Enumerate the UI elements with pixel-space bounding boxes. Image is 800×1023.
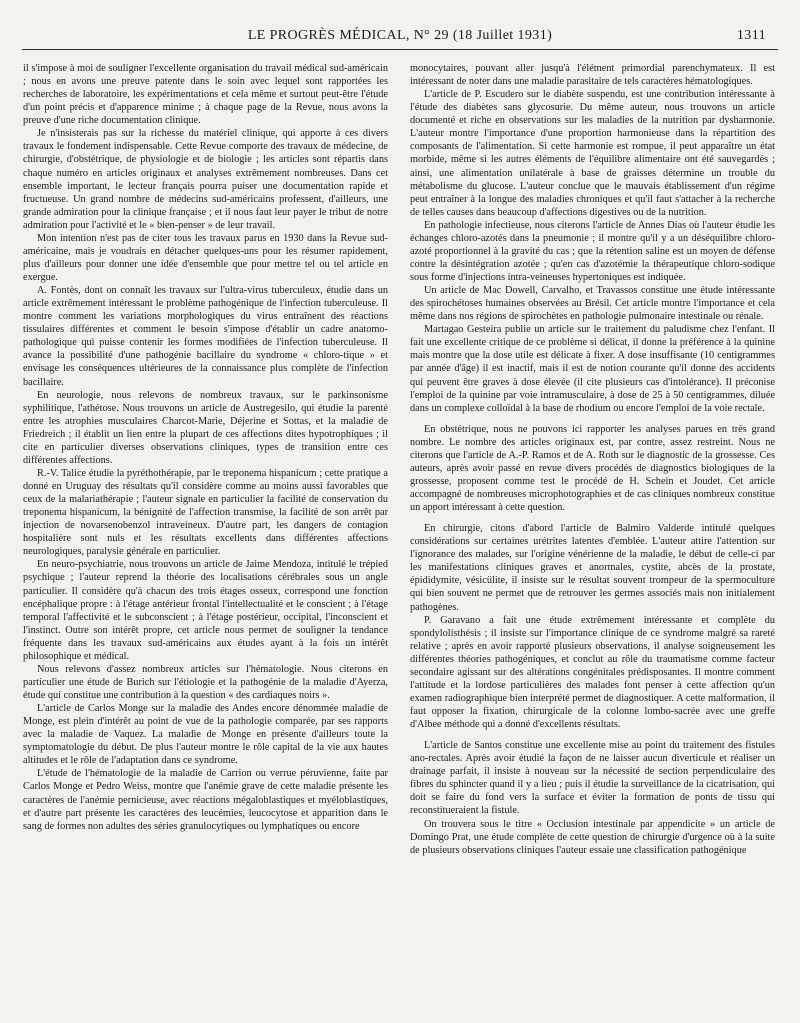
right-column [410, 62, 775, 1012]
paragraph: P. Garavano a fait une étude extrêmement intéressante et complète du spondylolisthésis ; il insiste sur l'importance clinique de ce syndrome malgré sa rareté relative ; après en avoir rapporté plusieurs observations, il analyse soigneusement les différentes théories pathogéniques, et conclut au rôle du traumatisme comme facteur secondaire agissant sur des altérations congénitales prédisposantes. Il montre comment l'attitude et la lordose particulières des malades font penser à cette affection qu'un examen radiographique bien interprété permet de diagnostiquer. A cette malformation, il faut opposer la fixation, chirurgicale de la colonne lombo-sacrée avec une greffe d'Albee méthode qui a donné d'excellents résultats. [410, 614, 775, 731]
paragraph: L'article de P. Escudero sur le diabète suspendu, est une contribution intéressante à l'étude des diabètes sans glycosurie. Du même auteur, nous trouvons un article documenté et riche en observations sur les maladies de la nutrition par dysharmonie. L'auteur montre l'importance d'une proportion harmonieuse dans la répartition des composants de l'alimentation. Si cette harmonie est rompue, il peut apparaître un état morbide, même si les autres éléments de l'équilibre alimentaire ont été sauvegardés ; ainsi, une alimentation unilatérale à base de graisses détermine un trouble du métabolisme du glucose. L'auteur conclue que le mauvais établissement d'un régime peut entraîner à la longue des maladies chroniques et qu'il faut s'attacher à la recherche de telles causes dans beaucoup d'affections digestives ou de la nutrition. [410, 89, 775, 218]
journal-title: LE PROGRÈS MÉDICAL, N° 29 (18 Juillet 1931) [247, 28, 553, 43]
paragraph: R.-V. Talice étudie la pyréthothérapie, par le treponema hispanicum ; cette pratique a donné en Uruguay des résultats qu'il considère comme au moins aussi favorables que ceux de la malariathérapie ; l'auteur signale en particulier la facilité de conservation du treponema hispanicum, la bénignité de l'affection transmise, la facilité de son arrêt par injection de novarsenobenzol intraveineux. D'autre part, les dangers de contagion hospitalière sont nuls et les résultats excellents dans différentes affections neurologiques, paralysie générale en particulier. [23, 467, 388, 558]
paragraph: L'étude de l'hématologie de la maladie de Carrion ou verrue péruvienne, faite par Carlos Monge et Pedro Weiss, montre que l'anémie grave de cette maladie présente les caractères de l'anémie pernicieuse, avec réactions mégaloblastiques et myéloblastiques, et d'autre part présente les caractères des leucémies, leucocytose et apparition dans le sang de formes non adultes des séries granulocytiques ou lymphatiques ou encore [23, 768, 388, 832]
page-number: 1311 [736, 28, 766, 43]
paragraph: En obstétrique, nous ne pouvons ici rapporter les analyses parues en très grand nombre. Le nombre des articles originaux est, par contre, assez restreint. Nous ne citerons que l'article de A.-P. Ramos et de A. Roth sur le diagnostic de la grossesse. Ces auteurs, après avoir passé en revue divers procédés de diagnostics biologiques de la grossesse, proposent comme test le procédé de H. Schein et Joudet. Cet article accompagné de nombreuses microphotographies et de cas cliniques nombreux constitue un apport intéressant à cette question. [410, 423, 775, 514]
paragraph: Un article de Mac Dowell, Carvalho, et Travassos constitue une étude intéressante des spirochétoses humaines observées au Brésil. Cet article montre l'importance et cela même dans nos régions de spirochètes en pathologie pulmonaire intestinale ou rénale. [410, 285, 775, 323]
running-header [24, 28, 776, 48]
left-column [23, 62, 388, 1012]
paragraph: Nous relevons d'assez nombreux articles sur l'hématologie. Nous citerons en particulier une étude de Burich sur l'étiologie et la pathogénie de la maladie d'Ayerza, étude qui constitue une contribution à la question « des cardiaques noirs ». [23, 663, 388, 701]
paragraph: En neurologie, nous relevons de nombreux travaux, sur le parkinsonisme syphilitique, l'athétose. Nous trouvons un article de Austregesilo, qui étudie la parenté entre les atrophies musculaires Charcot-Marie, Déjerine et Sottas, et la maladie de Friedreich ; il établit un lien entre la plupart de ces affections dites hypotrophiques ; il cite en particulier diverses observations cliniques, types de transition entre ces différentes affections. [23, 389, 388, 466]
paragraph: L'article de Carlos Monge sur la maladie des Andes encore dénommée maladie de Monge, est plein d'intérêt au point de vue de la pathologie comparée, par ses rapports avec la maladie de Vaquez. La maladie de Monge en présente d'ailleurs toute la symptomatologie du début. De plus l'auteur montre le rôle capital de la vie aux hautes altitudes et le rôle de l'adaptation dans ce syndrome. [23, 703, 388, 767]
paragraph: Martagao Gesteira publie un article sur le traitement du paludisme chez l'enfant. Il fait une excellente critique de ce problème si délicat, il donne la préférence à la quinine mais montre que la dose utile est délicate à fixer. A dose insuffisante (10 centigrammes par année d'âge) il est inactif, mais il est de notion courante qu'il donne des accidents qui peuvent être graves à dose élevée (il cite plusieurs cas d'intolérance). Il préconise l'emploi de la quinine par voie intramusculaire, à dose de 25 à 50 centigrammes, diluée dans un complexe colloïdal à la base de rhodium ou encore l'emploi de la voie rectale. [410, 324, 775, 414]
paragraph: L'article de Santos constitue une excellente mise au point du traitement des fistules ano-rectales. Après avoir étudié la façon de ne laisser aucun diverticule et réaliser un drainage parfait, il insiste à nouveau sur la nécessité de section perpendiculaire des fibres du sphincter quand il y a lieu ; puis il étudie la surveillance de la cicatrisation, qui doit se faire du fond vers la surface et éviter la formation de ponts de tissu qui reconstitueraient la fistule. [410, 740, 775, 817]
paragraph: A. Fontès, dont on connaît les travaux sur l'ultra-virus tuberculeux, étudie dans un article extrêmement intéressant le problème pathogénique de l'infection tuberculeuse. Il montre comment les variations morphologiques du virus entraînent des réactions tissulaires différentes et comment le besoin s'impose d'établir un cadre anatomo-pathologique qui puisse contenir les formes modifiées de l'infection tuberculeuse. Il avance la possibilité d'une pathogénie bacillaire du syndrome « chloro-tique » et envisage les conséquences ultérieures de la connaissance plus complète de l'infection bacillaire. [23, 285, 388, 388]
paragraph: En chirurgie, citons d'abord l'article de Balmiro Valderde intitulé quelques considérations sur certaines urétrites latentes d'emblée. L'auteur attire l'attention sur l'ignorance des malades, sur l'origine vénérienne de la maladie, le début de celle-ci par les manifestations cliniques graves et anormales, cystite, abcès de la prostate, épididymite, vésicülite, il insiste sur le résultat souvent trompeur de la spermoculture qui bien souvent ne permet que de retrouver les germes associés mais non initialement pathogènes. [410, 523, 775, 613]
paragraph: On trouvera sous le titre « Occlusion intestinale par appendicite » un article de Domingo Prat, une étude complète de cette question de chirurgie d'urgence où à la suite de plusieurs observations cliniques l'auteur essaie une classification pathogénique [410, 818, 775, 856]
paragraph: monocytaires, pouvant aller jusqu'à l'élément primordial parenchymateux. Il est intéressant de noter dans une maladie parasitaire de tels caractères hématologiques. [410, 63, 775, 88]
paragraph: En pathologie infectieuse, nous citerons l'article de Annes Dias où l'auteur étudie les échanges chloro-azotés dans la pneumonie ; il montre qu'il y a un déséquilibre chloro-azoté proportionnel à la gravité du cas ; que la rétention saline est un moyen de défense contre la désintégration azotée ; qu'en cas d'azotémie la thérapeutique chloro-sodique sous forme d'injections intra-veineuses hypertoniques est indiquée. [410, 219, 775, 283]
paragraph: En neuro-psychiatrie, nous trouvons un article de Jaime Mendoza, intitulé le trépied psychique ; l'auteur reprend la théorie des localisations cérébrales sous un angle particulier. Il considère qu'à chacun des trois étages osseux, correspond une fonction encéphalique propre : à l'étage antérieur frontal l'intellectualité et le conscient ; à l'étage temporal l'affectivité et le subconscient ; à l'étage postérieur, occipital, l'inconscient et l'instinct. Outre son intérêt propre, cet article nous permet de souligner la tendance fréquente dans les travaux sud-américains aux études ayant à la fois un intérêt philosophique et médical. [23, 559, 388, 662]
paragraph: il s'impose à moi de souligner l'excellente organisation du travail médical sud-américain ; nous en avons une preuve patente dans le soin avec lequel sont rapportées les recherches de laboratoire, les expérimentations et cela même et surtout peut-être l'étude d'un point précis et d'apparence minime ; à chaque page de la Revue, nous avons la preuve d'une riche documentation clinique. [23, 63, 388, 127]
paragraph: Mon intention n'est pas de citer tous les travaux parus en 1930 dans la Revue sud-américaine, mais je voudrais en détacher quelques-uns pour les résumer rapidement, plus d'ailleurs pour donner une idée d'ensemble que pour mettre tel ou tel article en exergue. [23, 232, 388, 283]
paragraph: Je n'insisterais pas sur la richesse du matériel clinique, qui apporte à ces divers travaux le fondement indispensable. Cette Revue comporte des travaux de médecine, de chirurgie, d'obstétrique, de physiologie et de biologie ; les articles sont répartis dans chaque numéro en articles originaux et analyses extrêmement nombreuses. Dans cet ensemble important, le lecteur français pourra puiser une documentation rapide et fructueuse. Un grand nombre de médecins sud-américains professent, d'ailleurs, une grande admiration pour la clinique française ; et il nous faut leur payer le tribut de notre admiration pour l'activité et le « bien-penser » de leur travail. [23, 128, 388, 231]
header-rule [22, 49, 778, 50]
